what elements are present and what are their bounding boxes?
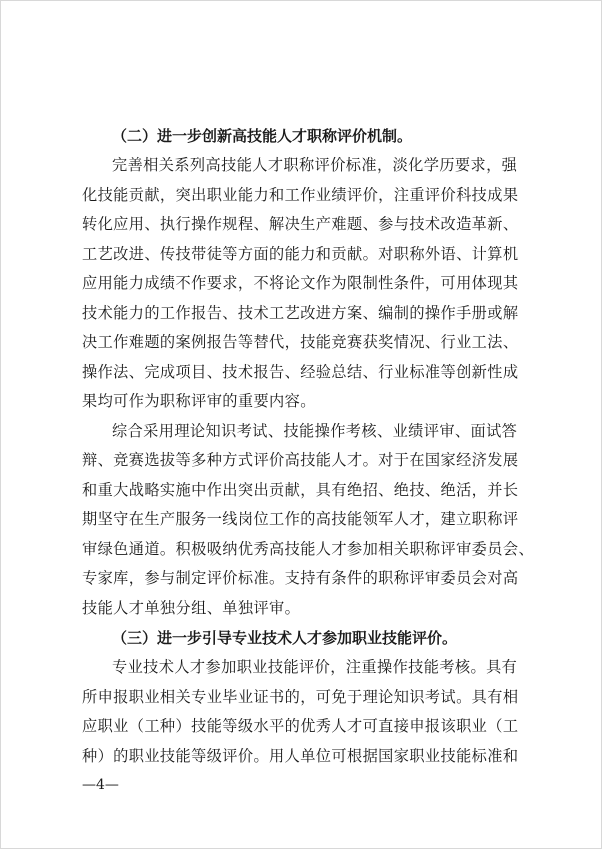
section-2-heading: （二）进一步创新高技能人才职称评价机制。 bbox=[112, 127, 413, 145]
page-number: —4— bbox=[82, 777, 119, 793]
text-line: 和重大战略实施中作出突出贡献，具有绝招、绝技、绝活，并长 bbox=[82, 480, 519, 499]
text-line: 审绿色通道。积极吸纳优秀高技能人才参加相关职称评审委员会、 bbox=[82, 539, 535, 558]
text-line: 完善相关系列高技能人才职称评价标准，淡化学历要求，强 bbox=[112, 156, 518, 174]
page-content bbox=[82, 121, 535, 771]
text-line: 技术能力的工作报告、技术工艺改进方案、编制的操作手册或解 bbox=[82, 303, 519, 322]
text-line: 辩、竞赛选拔等多种方式评价高技能人才。对于在国家经济发展 bbox=[82, 451, 519, 469]
section-3-paragraph-1 bbox=[82, 653, 524, 771]
text-line: 综合采用理论知识考试、技能操作考核、业绩评审、面试答 bbox=[112, 421, 518, 440]
text-line: 种）的职业技能等级评价。用人单位可根据国家职业技能标准和 bbox=[82, 746, 519, 765]
text-line: 化技能贡献，突出职业能力和工作业绩评价，注重评价科技成果 bbox=[82, 185, 519, 204]
text-line: 应用能力成绩不作要求，不将论文作为限制性条件，可用体现其 bbox=[82, 274, 519, 292]
text-line: 专业技术人才参加职业技能评价，注重操作技能考核。具有 bbox=[112, 658, 518, 676]
text-line: 操作法、完成项目、技术报告、经验总结、行业标准等创新性成 bbox=[82, 362, 519, 381]
text-line: 果均可作为职称评审的重要内容。 bbox=[82, 392, 316, 410]
section-2-paragraph-1 bbox=[82, 151, 524, 417]
section-3-heading: （三）进一步引导专业技术人才参加职业技能评价。 bbox=[112, 629, 458, 647]
text-line: 所申报职业相关专业毕业证书的，可免于理论知识考试。具有相 bbox=[82, 687, 519, 706]
text-line: 工艺改进、传技带徒等方面的能力和贡献。对职称外语、计算机 bbox=[82, 244, 519, 263]
section-2-paragraph-2 bbox=[82, 417, 535, 624]
text-line: 应职业（工种）技能等级水平的优秀人才可直接申报该职业（工 bbox=[82, 717, 519, 735]
text-line: 转化应用、执行操作规程、解决生产难题、参与技术改造革新、 bbox=[82, 215, 519, 233]
text-line: 决工作难题的案例报告等替代，技能竞赛获奖情况、行业工法、 bbox=[82, 333, 519, 351]
text-line: 期坚守在生产服务一线岗位工作的高技能领军人才，建立职称评 bbox=[82, 510, 519, 528]
text-line: 技能人才单独分组、单独评审。 bbox=[82, 598, 301, 617]
text-line: 专家库，参与制定评价标准。支持有条件的职称评审委员会对高 bbox=[82, 569, 519, 587]
